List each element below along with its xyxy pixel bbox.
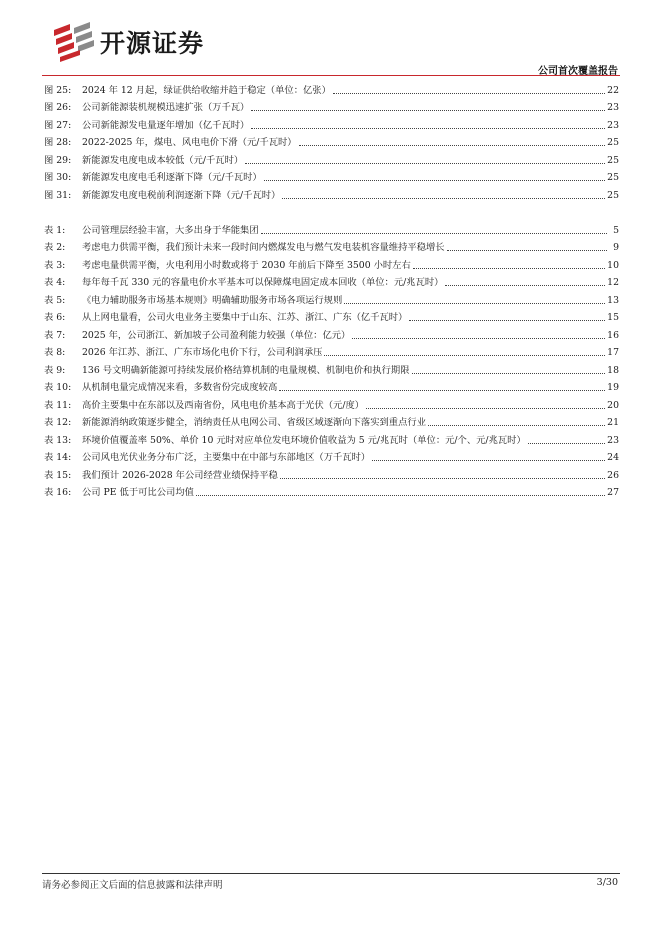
toc-label: 图 30: [44,172,72,183]
toc-title[interactable]: 环境价值覆盖率 50%、单价 10 元时对应单位发电环境价值收益为 5 元/兆瓦时（单位：元/个、元/兆瓦时） [82,434,526,446]
figure-entry[interactable] [44,97,619,115]
toc-label: 表 1: [44,224,66,236]
toc-page-number[interactable]: 25 [607,172,619,183]
toc-page-number[interactable]: 23 [607,434,619,446]
table-entry[interactable] [44,342,619,360]
toc-title[interactable]: 公司 PE 低于可比公司均值 [82,487,194,498]
figure-entry[interactable] [44,132,619,150]
table-entry[interactable] [44,359,619,377]
toc-leader-dots [372,460,605,461]
toc-leader-dots [299,145,606,146]
toc-leader-dots [352,338,605,339]
toc-title[interactable]: 《电力辅助服务市场基本规则》明确辅助服务市场各项运行规则 [82,294,343,306]
toc-leader-dots [447,250,607,251]
brand-logo [50,22,204,62]
toc-page-number[interactable]: 27 [607,487,619,498]
figure-entry[interactable] [44,79,619,97]
table-entry[interactable] [44,482,619,500]
toc-leader-dots [413,268,605,269]
toc-page-number[interactable]: 25 [607,189,619,201]
table-entry[interactable] [44,289,619,307]
toc-leader-dots [280,478,605,479]
toc-page-number[interactable]: 24 [607,452,619,463]
toc-page-number[interactable]: 10 [607,259,619,271]
toc-title[interactable]: 从机制电量完成情况来看，多数省份完成度较高 [82,382,278,393]
toc-title[interactable]: 考虑电力供需平衡，我们预计未来一段时间内燃煤发电与燃气发电装机容量维持平稳增长 [82,242,445,253]
toc-page-number[interactable]: 16 [607,329,619,341]
toc-label: 表 9: [44,364,66,376]
toc-title[interactable]: 新能源发电度电毛利逐渐下降（元/千瓦时） [82,172,262,183]
toc-title[interactable]: 从上网电量看，公司火电业务主要集中于山东、江苏、浙江、广东（亿千瓦时） [82,312,408,323]
toc-label: 图 29: [44,154,72,166]
table-entry[interactable] [44,464,619,482]
toc-page-number[interactable]: 12 [607,277,619,288]
toc-leader-dots [279,390,605,391]
figure-list [44,79,619,202]
toc-title[interactable]: 每年每千瓦 330 元的容量电价水平基本可以保障煤电固定成本回收（单位：元/兆瓦时） [82,277,444,288]
toc-page-number[interactable]: 21 [607,417,619,428]
kaiyuan-logo-icon [50,22,96,62]
toc-leader-dots [412,373,606,374]
toc-title[interactable]: 考虑电量供需平衡，火电利用小时数或将于 2030 年前后下降至 3500 小时左右 [82,259,411,271]
toc-label: 图 25: [44,84,72,96]
toc-title[interactable]: 2024 年 12 月起，绿证供给收缩并趋于稳定（单位：亿张） [82,84,331,96]
figure-entry[interactable] [44,114,619,132]
toc-label: 表 14: [44,452,72,463]
toc-leader-dots [324,355,605,356]
figure-entry[interactable] [44,167,619,185]
toc-leader-dots [428,425,605,426]
toc-label: 表 4: [44,277,66,288]
toc-leader-dots [245,163,605,164]
toc-label: 表 13: [44,434,72,446]
toc-title[interactable]: 公司新能源装机规模迅速扩张（万千瓦） [82,102,250,113]
toc-page-number[interactable]: 22 [607,84,619,96]
toc-label: 表 12: [44,417,72,428]
toc-leader-dots [251,128,605,129]
table-entry[interactable] [44,447,619,465]
toc-page-number[interactable]: 25 [607,154,619,166]
toc-page-number[interactable]: 23 [607,119,619,131]
report-type: 公司首次覆盖报告 [538,66,618,77]
toc-label: 表 15: [44,469,72,481]
toc-leader-dots [196,495,605,496]
toc-page-number[interactable]: 23 [607,102,619,113]
figure-entry[interactable] [44,149,619,167]
table-entry[interactable] [44,412,619,430]
toc-label: 图 28: [44,137,72,148]
table-entry[interactable] [44,272,619,290]
table-entry[interactable] [44,394,619,412]
toc-leader-dots [264,180,605,181]
toc-leader-dots [282,198,605,199]
toc-page-number[interactable]: 20 [607,399,619,411]
toc-label: 表 11: [44,399,72,411]
toc-page-number[interactable]: 19 [607,382,619,393]
footer-disclaimer: 请务必参阅正文后面的信息披露和法律声明 [42,880,223,891]
figure-entry[interactable] [44,184,619,202]
page-number: 3/30 [596,877,618,888]
toc-page-number[interactable]: 15 [607,312,619,323]
toc-page-number[interactable]: 5 [613,224,619,236]
toc-leader-dots [528,443,605,444]
table-entry[interactable] [44,237,619,255]
toc-leader-dots [366,408,605,409]
toc-page-number[interactable]: 17 [607,347,619,358]
toc-page-number[interactable]: 26 [607,469,619,481]
toc-leader-dots [344,303,605,304]
toc-label: 图 27: [44,119,72,131]
toc-title[interactable]: 公司新能源发电量逐年增加（亿千瓦时） [82,119,250,131]
toc-page-number[interactable]: 9 [613,242,619,253]
toc-title[interactable]: 2025 年，公司浙江、新加坡子公司盈利能力较强（单位：亿元） [82,329,351,341]
footer-divider [42,873,620,874]
toc-title[interactable]: 新能源发电度电成本较低（元/千瓦时） [82,154,244,166]
table-entry[interactable] [44,429,619,447]
table-list [44,219,619,499]
toc-leader-dots [251,110,605,111]
toc-title[interactable]: 新能源消纳政策逐步健全，消纳责任从电网公司、省级区域逐渐向下落实到重点行业 [82,417,426,428]
toc-label: 表 5: [44,294,66,306]
brand-name: 开源证券 [100,29,205,58]
table-entry[interactable] [44,324,619,342]
table-entry[interactable] [44,307,619,325]
toc-title[interactable]: 136 号文明确新能源可持续发展价格结算机制的电量规模、机制电价和执行期限 [82,364,410,376]
toc-leader-dots [409,320,605,321]
toc-title[interactable]: 2022-2025 年，煤电、风电电价下滑（元/千瓦时） [82,137,297,148]
table-entry[interactable] [44,254,619,272]
toc-leader-dots [333,93,605,94]
table-entry[interactable] [44,219,619,237]
toc-label: 图 26: [44,102,72,113]
header-divider [42,75,620,76]
toc-page-number[interactable]: 25 [607,137,619,148]
toc-leader-dots [261,233,607,234]
toc-label: 图 31: [44,189,72,201]
toc-title[interactable]: 公司管理层经验丰富，大多出身于华能集团 [82,224,259,236]
toc-label: 表 10: [44,382,72,393]
toc-label: 表 3: [44,259,66,271]
toc-label: 表 7: [44,329,66,341]
toc-label: 表 2: [44,242,66,253]
toc-label: 表 6: [44,312,66,323]
toc-label: 表 16: [44,487,72,498]
toc-page-number[interactable]: 13 [607,294,619,306]
toc-title[interactable]: 2026 年江苏、浙江、广东市场化电价下行，公司利润承压 [82,347,323,358]
toc-title[interactable]: 高价主要集中在东部以及西南省份，风电电价基本高于光伏（元/度） [82,399,365,411]
table-entry[interactable] [44,377,619,395]
toc-title[interactable]: 新能源发电度电税前利润逐渐下降（元/千瓦时） [82,189,281,201]
toc-leader-dots [445,285,605,286]
toc-page-number[interactable]: 18 [607,364,619,376]
toc-label: 表 8: [44,347,66,358]
toc-title[interactable]: 我们预计 2026-2028 年公司经营业绩保持平稳 [82,469,278,481]
toc-title[interactable]: 公司风电光伏业务分布广泛，主要集中在中部与东部地区（万千瓦时） [82,452,371,463]
